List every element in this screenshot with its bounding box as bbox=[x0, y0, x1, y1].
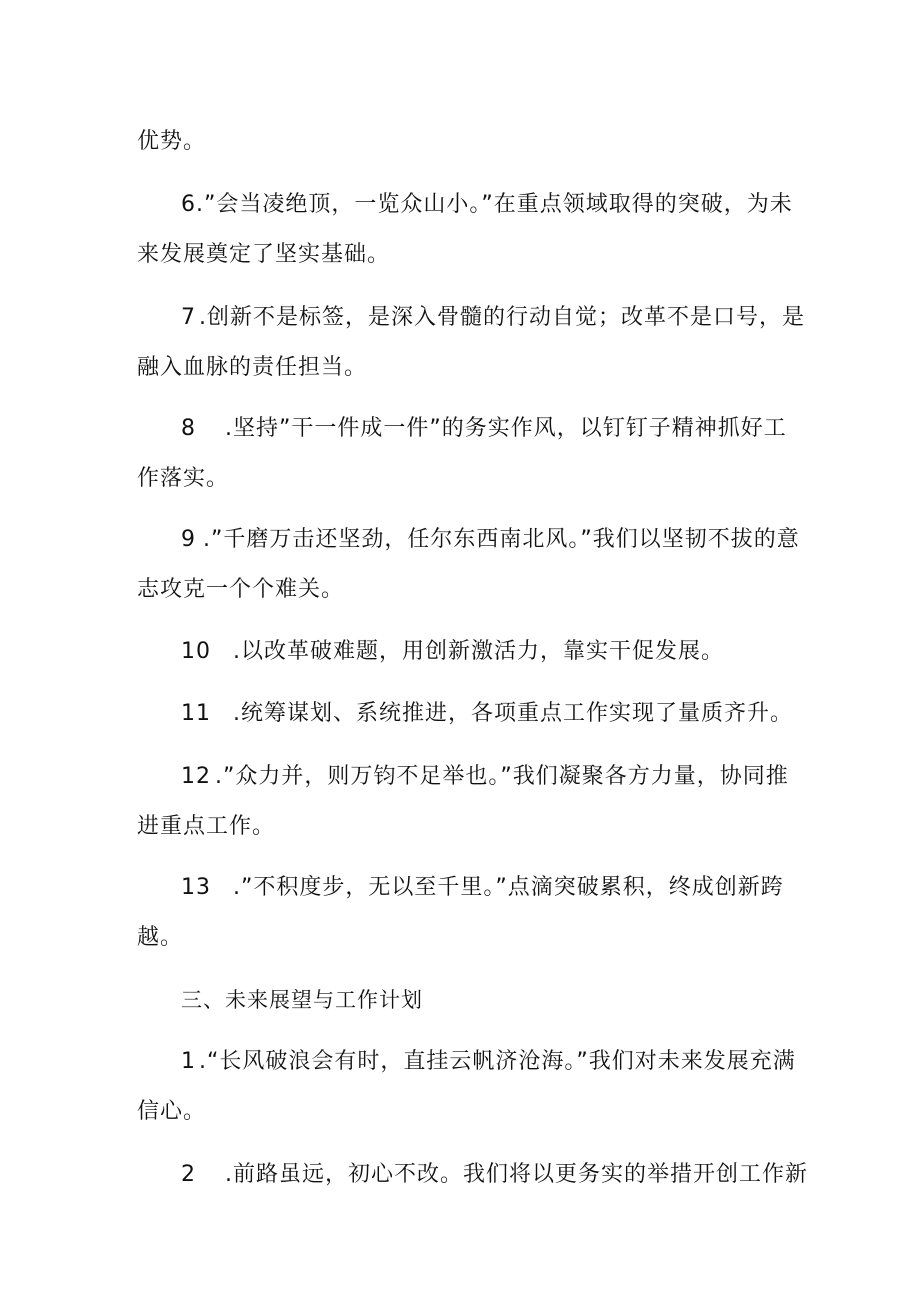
paragraph-line: 信心。 bbox=[137, 1099, 207, 1124]
paragraph-s1 bbox=[137, 1037, 796, 1137]
paragraph-line: 来发展奠定了坚实基础。 bbox=[137, 242, 391, 267]
paragraph-9 bbox=[137, 515, 800, 615]
paragraph-line: 进重点工作。 bbox=[137, 814, 276, 839]
item-text: .前路虽远，初心不改。我们将以更务实的举措开创工作新 bbox=[225, 1162, 808, 1187]
paragraph-line bbox=[137, 627, 787, 677]
item-number: 6. bbox=[181, 192, 204, 217]
paragraph-11 bbox=[137, 689, 793, 739]
item-text: .以改革破难题，用创新激活力，靠实干促发展。 bbox=[233, 639, 724, 664]
paragraph-line bbox=[137, 404, 787, 454]
item-text: .”千磨万击还坚劲，任尔东西南北风。”我们以坚韧不拔的意 bbox=[203, 527, 800, 552]
paragraph-line: 作落实。 bbox=[137, 466, 230, 491]
item-number: 8 bbox=[181, 416, 196, 441]
item-number: 9 bbox=[181, 527, 196, 552]
paragraph-line: 越。 bbox=[137, 925, 184, 950]
item-number: 10 bbox=[181, 639, 211, 664]
item-number: 2 bbox=[181, 1162, 196, 1187]
paragraph-line: 融入血脉的责任担当。 bbox=[137, 355, 368, 380]
item-number: 1 bbox=[181, 1049, 196, 1074]
paragraph-12 bbox=[137, 752, 787, 852]
paragraph-line bbox=[137, 293, 805, 343]
paragraph-line: 志攻克一个个难关。 bbox=[137, 577, 345, 602]
paragraph-10 bbox=[137, 627, 787, 677]
item-text: .坚持”干一件成一件”的务实作风，以钉钉子精神抓好工 bbox=[225, 416, 787, 441]
item-number: 13 bbox=[181, 875, 211, 900]
paragraph-line bbox=[137, 863, 787, 913]
paragraph-line bbox=[137, 1150, 808, 1200]
paragraph-6 bbox=[137, 180, 793, 280]
item-text: .创新不是标签，是深入骨髓的行动自觉；改革不是口号，是 bbox=[199, 305, 805, 330]
item-text: .”不积度步，无以至千里。”点滴突破累积，终成创新跨 bbox=[233, 875, 784, 900]
paragraph-continuation bbox=[137, 117, 787, 167]
paragraph-7 bbox=[137, 293, 805, 393]
paragraph-13 bbox=[137, 863, 787, 963]
item-number: 11 bbox=[181, 701, 211, 726]
item-text: .“长风破浪会有时，直挂云帆济沧海。”我们对未来发展充满 bbox=[199, 1049, 796, 1074]
paragraph-s2 bbox=[137, 1150, 808, 1200]
paragraph-line bbox=[137, 515, 800, 565]
paragraph-line bbox=[137, 689, 793, 739]
item-number: 7 bbox=[181, 305, 196, 330]
item-number: 12 bbox=[181, 764, 211, 789]
paragraph-line bbox=[137, 180, 793, 230]
paragraph-8 bbox=[137, 404, 787, 504]
paragraph-line: 优势。 bbox=[137, 129, 207, 154]
paragraph-line bbox=[137, 752, 787, 802]
item-text: ”会当凌绝顶，一览众山小。”在重点领域取得的突破，为未 bbox=[204, 192, 793, 217]
paragraph-line bbox=[137, 1037, 796, 1087]
item-text: .”众力并，则万钧不足举也。”我们凝聚各方力量，协同推 bbox=[215, 764, 789, 789]
item-text: .统筹谋划、系统推进，各项重点工作实现了量质齐升。 bbox=[233, 701, 793, 726]
section-heading: 三、未来展望与工作计划 bbox=[181, 988, 423, 1012]
